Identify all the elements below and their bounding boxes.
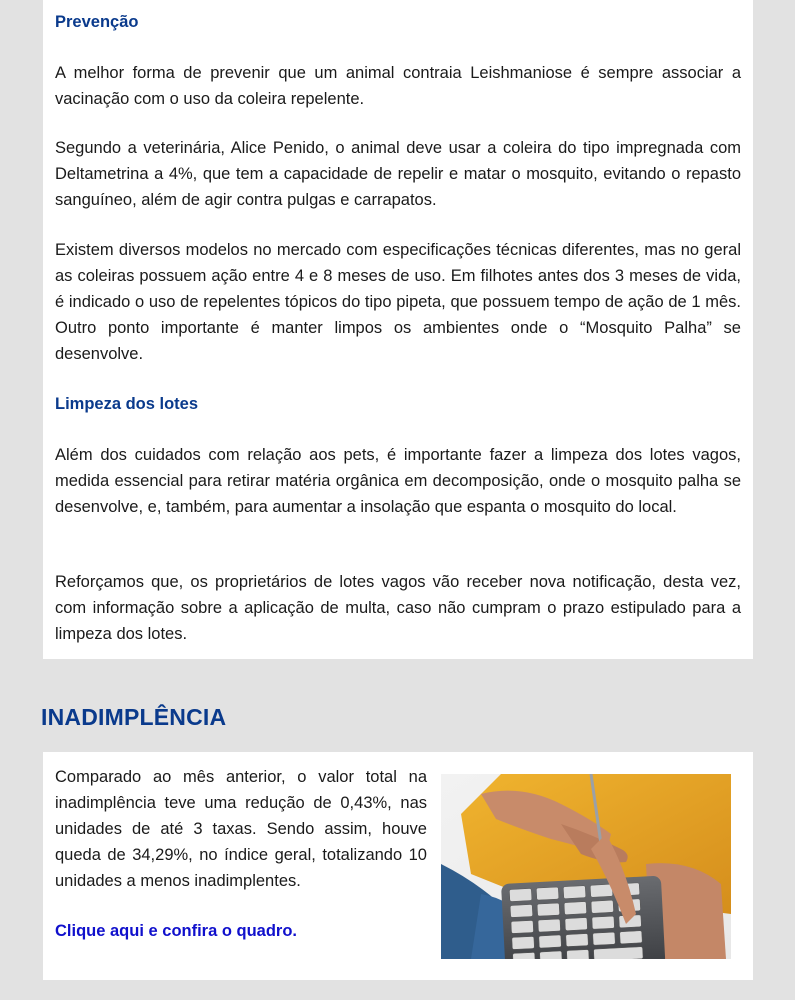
inadimplencia-card (43, 752, 753, 980)
limpeza-heading: Limpeza dos lotes (55, 395, 199, 413)
prevencao-paragraph: Segundo a veterinária, Alice Penido, o animal deve usar a coleira do tipo impregnada com Deltametrina a 4%, que tem a capacidade de repelir e matar o mosquito, evitando o repasto sanguíneo, além de agir contra pulgas e carrapatos. (55, 139, 741, 209)
prevencao-paragraph: Existem diversos modelos no mercado com especificações técnicas diferentes, mas no geral as coleiras possuem ação entre 4 e 8 meses de uso. Em filhotes antes dos 3 meses de vida, é indicado o uso de repelentes tópicos do tipo pipeta, que possuem tempo de ação de 1 mês. Outro ponto importante é manter limpos os ambientes onde o “Mosquito Palha” se desenvolve. (55, 241, 741, 363)
calculator-illustration (441, 774, 731, 959)
prevencao-paragraph: A melhor forma de prevenir que um animal contraia Leishmaniose é sempre associar a vacinação com o uso da coleira repelente. (55, 64, 741, 108)
confira-quadro-link[interactable]: Clique aqui e confira o quadro. (55, 922, 298, 940)
prevencao-card (43, 0, 753, 659)
prevencao-heading: Prevenção (55, 13, 139, 31)
inadimplencia-title: INADIMPLÊNCIA (41, 704, 227, 730)
limpeza-paragraph: Reforçamos que, os proprietários de lotes vagos vão receber nova notificação, desta vez, com informação sobre a aplicação de multa, caso não cumpram o prazo estipulado para a limpeza dos lotes. (55, 573, 741, 643)
inadimplencia-text: Comparado ao mês anterior, o valor total na inadimplência teve uma redução de 0,43%, nas unidades de até 3 taxas. Sendo assim, houve queda de 34,29%, no índice geral, totalizando 10 unidades a menos inadimplentes. (55, 768, 427, 890)
calculator-photo (441, 774, 731, 959)
limpeza-paragraph: Além dos cuidados com relação aos pets, é importante fazer a limpeza dos lotes vagos, medida essencial para retirar matéria orgânica em decomposição, onde o mosquito palha se desenvolve, e, também, para aumentar a insolação que espanta o mosquito do local. (55, 446, 741, 516)
